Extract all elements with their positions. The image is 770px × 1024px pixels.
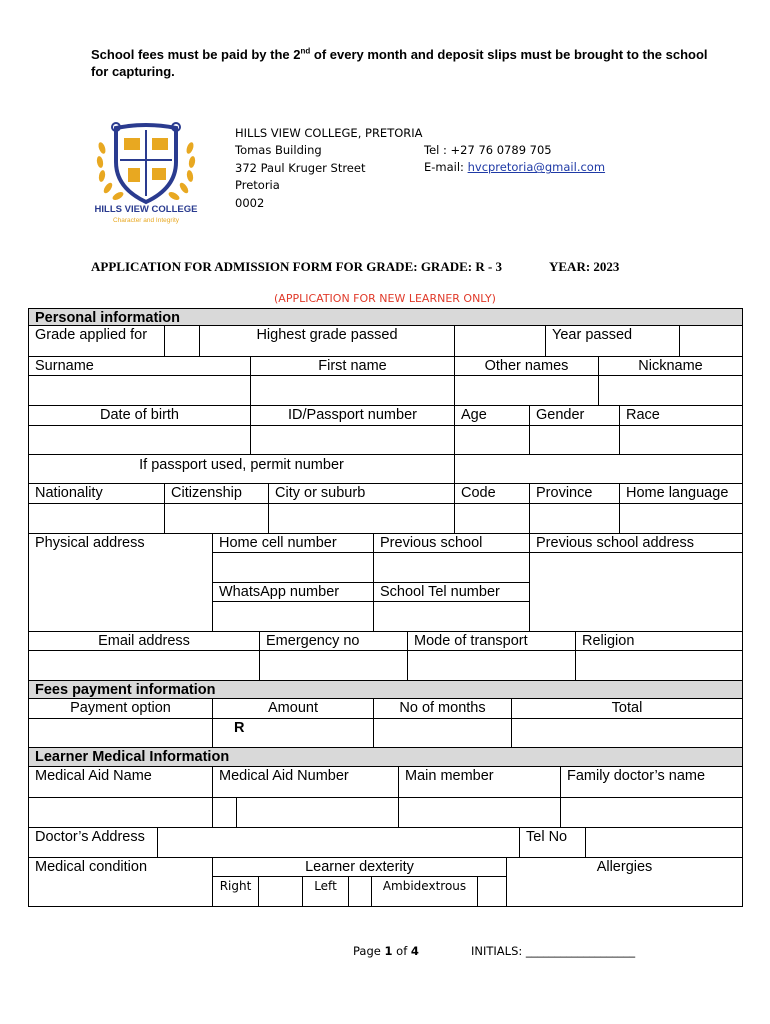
previous-school-address-input[interactable] [529,552,743,632]
home-cell-label: Home cell number [212,533,374,553]
form-year: YEAR: 2023 [549,259,620,274]
school-tel-input[interactable] [373,601,530,632]
school-building: Tomas Building [235,143,322,158]
age-input[interactable] [454,425,530,455]
highest-grade-input[interactable] [454,325,546,357]
aid-number-prefix-input[interactable] [212,797,237,828]
permit-input[interactable] [454,454,743,484]
nationality-label: Nationality [28,483,165,504]
school-tel-label: School Tel number [373,582,530,602]
previous-school-input[interactable] [373,552,530,583]
amount-input[interactable] [212,718,374,748]
home-cell-input[interactable] [212,552,374,583]
nickname-input[interactable] [598,375,743,406]
months-label: No of months [373,698,512,719]
allergies-label: Allergies [596,859,653,875]
aid-name-label: Medical Aid Name [28,766,213,798]
doctor-address-input[interactable] [157,827,520,858]
form-title: APPLICATION FOR ADMISSION FORM FOR GRADE: GRADE: R - 3 YEAR: 2023 [91,259,620,274]
doctor-address-label: Doctor’s Address [28,827,158,858]
doctor-name-input[interactable] [560,797,743,828]
citizenship-input[interactable] [164,503,269,534]
other-names-label: Other names [454,356,599,376]
transport-input[interactable] [407,650,576,681]
year-passed-input[interactable] [679,325,743,357]
dexterity-ambidextrous-label: Ambidextrous [371,876,478,907]
main-member-input[interactable] [398,797,561,828]
fees-section-header: Fees payment information [28,680,743,699]
allergies-field[interactable] [506,857,743,907]
email-address-label: Email address [28,631,260,651]
dob-input[interactable] [28,425,251,455]
emergency-label: Emergency no [259,631,408,651]
email-label: E-mail: [424,160,468,175]
gender-input[interactable] [529,425,620,455]
medical-condition-label: Medical condition [35,859,148,875]
highest-grade-label: Highest grade passed [199,325,455,357]
total-label: Total [511,698,743,719]
physical-address-label: Physical address [35,535,145,551]
religion-label: Religion [575,631,743,651]
previous-school-address-label: Previous school address [529,533,743,553]
dexterity-ambidextrous-checkbox[interactable] [477,876,507,907]
school-name: HILLS VIEW COLLEGE, PRETORIA [235,126,423,140]
dexterity-label: Learner dexterity [212,857,507,877]
aid-number-input[interactable] [236,797,399,828]
fee-notice: School fees must be paid by the 2nd of every month and deposit slips must be brought to the school for capturing. [91,46,708,79]
age-label: Age [454,405,530,426]
city-input[interactable] [268,503,455,534]
email-input[interactable] [28,650,260,681]
religion-input[interactable] [575,650,743,681]
grade-applied-input[interactable] [164,325,200,357]
code-input[interactable] [454,503,530,534]
city-label: City or suburb [268,483,455,504]
first-name-input[interactable] [250,375,455,406]
year-passed-label: Year passed [545,325,680,357]
months-input[interactable] [373,718,512,748]
previous-school-label: Previous school [373,533,530,553]
form-subtitle: (APPLICATION FOR NEW LEARNER ONLY) [274,292,496,305]
payment-option-input[interactable] [28,718,213,748]
grade-applied-label: Grade applied for [28,325,165,357]
surname-label: Surname [28,356,251,376]
svg-text:HILLS VIEW COLLEGE: HILLS VIEW COLLEGE [94,204,198,215]
page-footer [353,944,636,958]
school-street: 372 Paul Kruger Street [235,160,366,175]
dob-label: Date of birth [28,405,251,426]
nickname-label: Nickname [598,356,743,376]
home-language-label: Home language [619,483,743,504]
amount-label: Amount [212,698,374,719]
initials-field[interactable]: INITIALS: ___________________ [471,944,636,958]
dexterity-left-checkbox[interactable] [348,876,372,907]
race-label: Race [619,405,743,426]
dexterity-left-label: Left [302,876,349,907]
race-input[interactable] [619,425,743,455]
physical-address-field[interactable] [28,533,213,632]
tel-no-label: Tel No [519,827,586,858]
surname-input[interactable] [28,375,251,406]
code-label: Code [454,483,530,504]
school-postcode: 0002 [235,195,265,210]
aid-number-label: Medical Aid Number [212,766,399,798]
province-input[interactable] [529,503,620,534]
medical-section-header: Learner Medical Information [28,747,743,767]
currency-symbol: R [234,720,245,736]
personal-section-header: Personal information [28,308,743,326]
home-language-input[interactable] [619,503,743,534]
transport-label: Mode of transport [407,631,576,651]
dexterity-right-label: Right [212,876,259,907]
whatsapp-label: WhatsApp number [212,582,374,602]
id-passport-label: ID/Passport number [250,405,455,426]
page-indicator: Page 1 of 4 [353,944,419,958]
first-name-label: First name [250,356,455,376]
medical-condition-field[interactable] [28,857,213,907]
school-city: Pretoria [235,178,280,193]
aid-name-input[interactable] [28,797,213,828]
total-input[interactable] [511,718,743,748]
nationality-input[interactable] [28,503,165,534]
school-tel: Tel : +27 76 0789 705 [424,143,552,157]
dexterity-right-checkbox[interactable] [258,876,303,907]
main-member-label: Main member [398,766,561,798]
svg-text:Character and Integrity: Character and Integrity [112,217,180,224]
citizenship-label: Citizenship [164,483,269,504]
doctor-name-label: Family doctor’s name [560,766,743,798]
other-names-input[interactable] [454,375,599,406]
school-email-link[interactable]: hvcpretoria@gmail.com [467,160,606,175]
permit-label: If passport used, permit number [28,454,455,484]
province-label: Province [529,483,620,504]
id-passport-input[interactable] [250,425,455,455]
whatsapp-input[interactable] [212,601,374,632]
gender-label: Gender [529,405,620,426]
tel-no-input[interactable] [585,827,743,858]
emergency-input[interactable] [259,650,408,681]
payment-option-label: Payment option [28,698,213,719]
